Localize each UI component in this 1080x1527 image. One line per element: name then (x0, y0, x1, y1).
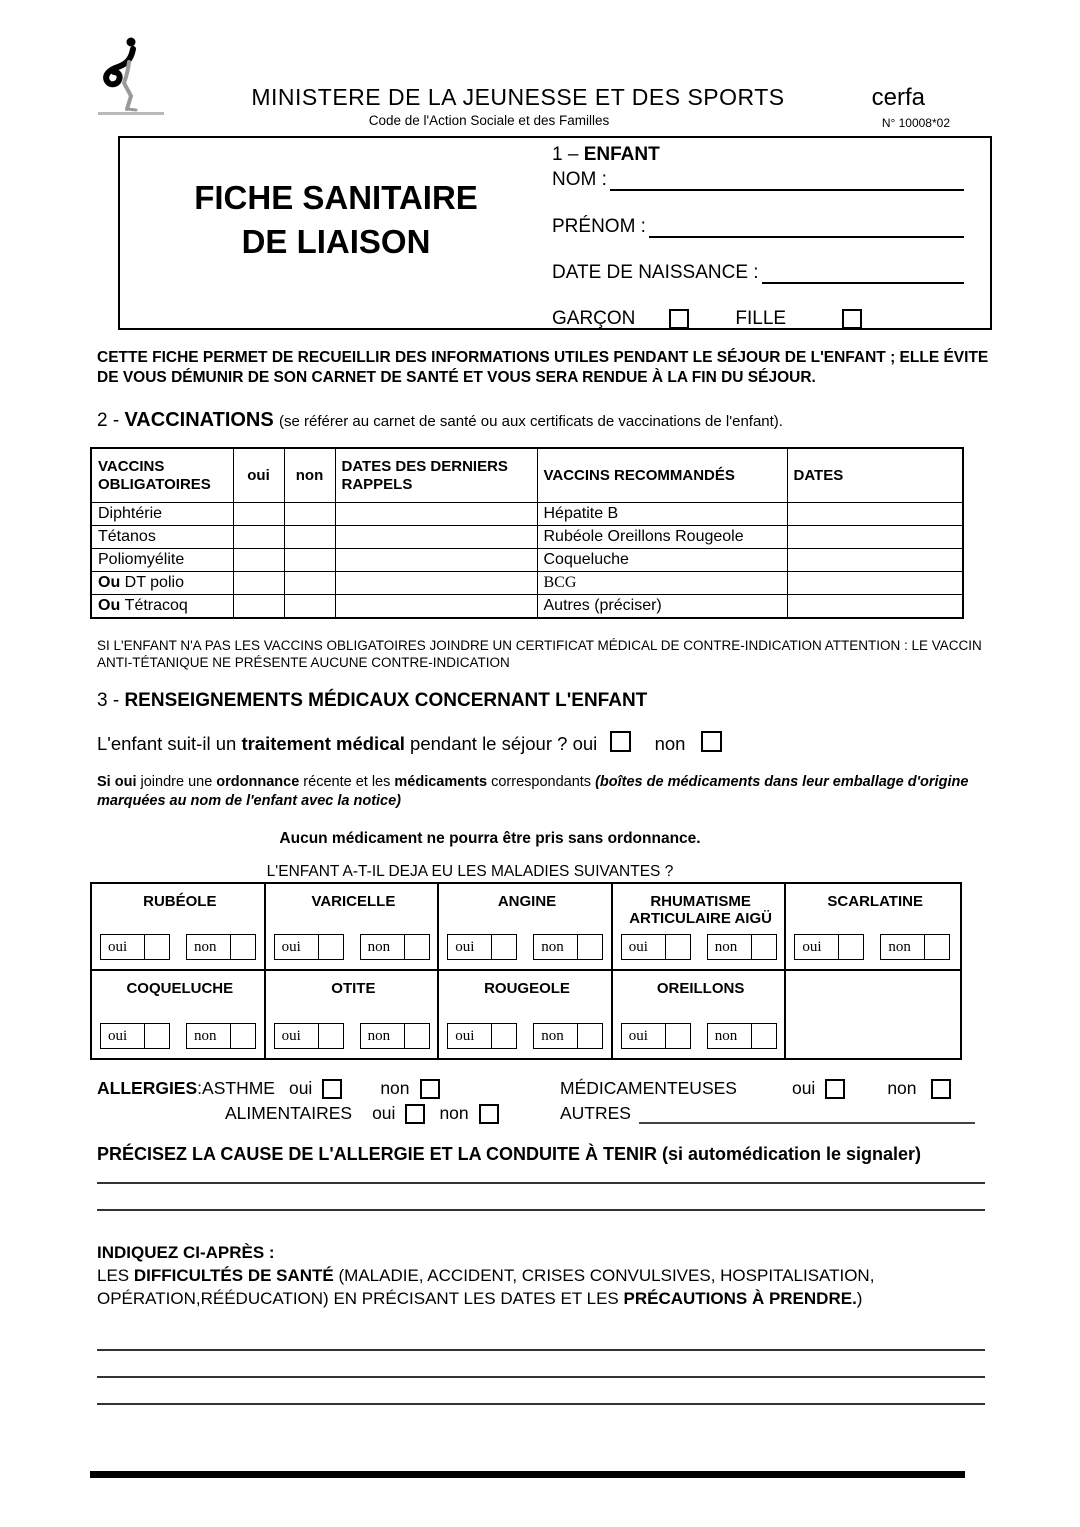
date-rappel-cell[interactable] (335, 503, 537, 526)
non-cell[interactable] (284, 503, 335, 526)
indiquez-paragraph: LES DIFFICULTÉS DE SANTÉ (MALADIE, ACCIDENT, CRISES CONVULSIVES, HOSPITALISATION, OPÉRATION,RÉÉDUCATION) EN PRÉCISANT LES DATES ET LES PRÉCAUTIONS À PRENDRE.) (97, 1266, 875, 1308)
vaccinations-note: (se référer au carnet de santé ou aux certificats de vaccinations de l'enfant). (279, 413, 783, 430)
prenom-field[interactable] (649, 216, 964, 238)
oui-checkbox[interactable] (839, 935, 863, 959)
disease-name: ANGINE (497, 893, 557, 910)
oui-checkbox[interactable] (666, 1024, 690, 1048)
asthme-label: ASTHME (202, 1078, 275, 1098)
col-dates-rappels: DATES DES DERNIERS RAPPELS (335, 448, 537, 503)
non-checkbox[interactable] (231, 1024, 255, 1048)
sexe-row (552, 308, 964, 330)
prenom-label: PRÉNOM : (552, 216, 646, 237)
oui-cell[interactable] (233, 549, 284, 572)
disease-cell-rubeole (92, 884, 266, 971)
section1-number: 1 – (552, 144, 584, 165)
date-rappel-cell[interactable] (335, 595, 537, 619)
vaccinations-heading (97, 409, 992, 432)
vacc-header-row (91, 448, 963, 503)
non-checkbox-pair[interactable] (360, 934, 430, 960)
disease-name: RUBÉOLE (143, 893, 217, 910)
oui-checkbox[interactable] (492, 935, 516, 959)
maladies-question: L'ENFANT A-T-IL DEJA EU LES MALADIES SUIVANTES ? (266, 863, 674, 880)
table-row (91, 595, 963, 619)
nom-row (552, 169, 964, 191)
oui-label: oui (275, 935, 319, 959)
allergies-row-2 (97, 1101, 992, 1126)
difficultes-line-1[interactable] (97, 1349, 985, 1351)
non-label: non (361, 935, 405, 959)
date-cell[interactable] (787, 595, 963, 619)
oui-cell[interactable] (233, 572, 284, 595)
allergies-label: ALLERGIES (97, 1078, 198, 1098)
oui-checkbox-pair[interactable] (100, 934, 170, 960)
vaccinations-title: VACCINATIONS (124, 409, 274, 431)
maladies-table (90, 882, 962, 1060)
code-subtitle: Code de l'Action Sociale et des Familles (368, 113, 610, 128)
oui-checkbox-pair[interactable] (621, 1023, 691, 1049)
non-checkbox[interactable] (925, 935, 949, 959)
non-checkbox-pair[interactable] (707, 1023, 777, 1049)
oui-label: oui (372, 1103, 396, 1123)
non-checkbox-pair[interactable] (186, 1023, 256, 1049)
oui-checkbox[interactable] (145, 1024, 169, 1048)
no-medication-notice: Aucun médicament ne pourra être pris sans ordonnance. (279, 830, 701, 847)
garcon-label: GARÇON (552, 308, 636, 329)
asthme-oui-checkbox[interactable] (322, 1079, 342, 1099)
medical-heading (97, 690, 992, 712)
traitement-question: L'enfant suit-il un traitement médical pendant le séjour ? oui non (97, 731, 992, 755)
ministry-title: MINISTERE DE LA JEUNESSE ET DES SPORTS (251, 84, 785, 110)
oui-checkbox[interactable] (492, 1024, 516, 1048)
vaccinations-number: 2 - (97, 410, 125, 431)
disease-cell-coqueluche (92, 971, 266, 1058)
medicamenteuses-oui-checkbox[interactable] (825, 1079, 845, 1099)
form-title-line1: FICHE SANITAIRE (194, 179, 478, 216)
oui-label: oui (448, 935, 492, 959)
date-naissance-field[interactable] (762, 262, 964, 284)
disease-cell-oreillons (613, 971, 787, 1058)
form-header (90, 0, 992, 129)
garcon-checkbox[interactable] (669, 309, 689, 329)
date-rappel-cell[interactable] (335, 526, 537, 549)
disease-cell-varicelle (266, 884, 440, 971)
difficultes-line-2[interactable] (97, 1376, 985, 1378)
notice-text: CETTE FICHE PERMET DE RECUEILLIR DES INFORMATIONS UTILES PENDANT LE SÉJOUR DE L'ENFANT ; ELLE ÉVITE DE VOUS DÉMUNIR DE SON CARNET DE SANTÉ ET VOUS SERA RENDUE À LA FIN DU SÉJOUR. (97, 349, 989, 386)
oui-cell[interactable] (233, 526, 284, 549)
non-cell[interactable] (284, 526, 335, 549)
date-cell[interactable] (787, 503, 963, 526)
non-checkbox-pair[interactable] (360, 1023, 430, 1049)
vaccin-bcg: BCG (537, 572, 787, 595)
allergie-line-1[interactable] (97, 1182, 985, 1184)
prenom-row (552, 216, 964, 238)
section1-heading (552, 144, 964, 166)
alimentaires-oui-checkbox[interactable] (405, 1104, 425, 1124)
oui-checkbox[interactable] (145, 935, 169, 959)
cerfa-label: cerfa (871, 84, 925, 111)
non-checkbox-pair[interactable] (707, 934, 777, 960)
oui-label: oui (622, 935, 666, 959)
vaccin-coqueluche: Coqueluche (537, 549, 787, 572)
non-label: non (534, 935, 578, 959)
cerfa-number: N° 10008*02 (881, 116, 950, 130)
table-row (91, 526, 963, 549)
medicamenteuses-non-checkbox[interactable] (931, 1079, 951, 1099)
form-title-line2: DE LIAISON (241, 223, 431, 260)
date-rappel-cell[interactable] (335, 549, 537, 572)
oui-label: oui (795, 935, 839, 959)
form-title (120, 138, 552, 328)
vaccin-tetanos: Tétanos (91, 526, 233, 549)
disease-name: VARICELLE (311, 893, 396, 910)
non-label: non (708, 1024, 752, 1048)
disease-name: OREILLONS (656, 980, 745, 997)
vaccin-dt-polio: Ou DT polio (91, 572, 233, 595)
date-rappel-cell[interactable] (335, 572, 537, 595)
date-cell[interactable] (787, 526, 963, 549)
col-non: non (284, 448, 335, 503)
oui-cell[interactable] (233, 503, 284, 526)
non-label: non (887, 1078, 917, 1098)
oui-checkbox[interactable] (319, 935, 343, 959)
col-oui: oui (233, 448, 284, 503)
traitement-non-checkbox[interactable] (701, 731, 722, 752)
fille-label: FILLE (735, 308, 787, 329)
disease-cell-rhumatisme (613, 884, 787, 971)
indiquez-section (97, 1241, 992, 1310)
vaccination-warning: SI L'ENFANT N'A PAS LES VACCINS OBLIGATOIRES JOINDRE UN CERTIFICAT MÉDICAL DE CONTRE-INDICATION ATTENTION : LE VACCIN ANTI-TÉTANIQUE NE PRÉSENTE AUCUNE CONTRE-INDICATION (97, 638, 982, 670)
non-checkbox-pair[interactable] (880, 934, 950, 960)
non-checkbox-pair[interactable] (186, 934, 256, 960)
non-cell[interactable] (284, 549, 335, 572)
enfant-section (552, 138, 990, 328)
non-checkbox[interactable] (231, 935, 255, 959)
oui-label: oui (448, 1024, 492, 1048)
non-label: non (361, 1024, 405, 1048)
vaccin-hepatite-b: Hépatite B (537, 503, 787, 526)
table-row (91, 572, 963, 595)
disease-name: ROUGEOLE (484, 980, 570, 997)
oui-checkbox[interactable] (319, 1024, 343, 1048)
non-label: non (881, 935, 925, 959)
alimentaires-label: ALIMENTAIRES (225, 1103, 353, 1123)
date-cell[interactable] (787, 572, 963, 595)
indiquez-heading: INDIQUEZ CI-APRÈS : (97, 1243, 275, 1262)
date-naissance-label: DATE DE NAISSANCE : (552, 262, 759, 283)
vaccin-tetracoq: Ou Tétracoq (91, 595, 233, 619)
oui-label: oui (572, 733, 598, 754)
date-naissance-row (552, 262, 964, 284)
non-checkbox[interactable] (752, 935, 776, 959)
vaccin-autres: Autres (préciser) (537, 595, 787, 619)
disease-name: OTITE (331, 980, 376, 997)
allergie-line-2[interactable] (97, 1209, 985, 1211)
disease-cell-angine (439, 884, 613, 971)
vaccin-ror: Rubéole Oreillons Rougeole (537, 526, 787, 549)
oui-checkbox-pair[interactable] (794, 934, 864, 960)
difficultes-line-3[interactable] (97, 1403, 985, 1405)
oui-label: oui (622, 1024, 666, 1048)
asthme-non-checkbox[interactable] (420, 1079, 440, 1099)
allergies-row-1: ALLERGIES : ASTHME oui non MÉDICAMENTEUSES oui non (97, 1076, 992, 1101)
disease-name: SCARLATINE (827, 893, 923, 910)
date-cell[interactable] (787, 549, 963, 572)
non-checkbox[interactable] (405, 935, 429, 959)
non-label: non (380, 1078, 410, 1098)
vaccin-poliomyelite: Poliomyélite (91, 549, 233, 572)
enfant-box (118, 136, 992, 330)
disease-cell-rougeole (439, 971, 613, 1058)
oui-checkbox-pair[interactable] (447, 934, 517, 960)
non-cell[interactable] (284, 595, 335, 619)
alimentaires-non-checkbox[interactable] (479, 1104, 499, 1124)
fille-checkbox[interactable] (842, 309, 862, 329)
non-label: non (534, 1024, 578, 1048)
disease-name: RHUMATISME ARTICULAIRE AIGÜ (629, 893, 772, 927)
disease-cell-empty (786, 971, 960, 1058)
disease-cell-scarlatine (786, 884, 960, 971)
col-dates: DATES (787, 448, 963, 503)
si-oui-paragraph: Si oui joindre une ordonnance récente et les médicaments correspondants (boîtes de médicaments dans leur emballage d'origine marquées au nom de l'enfant avec la notice) (97, 774, 969, 809)
oui-checkbox-pair[interactable] (447, 1023, 517, 1049)
oui-label: oui (275, 1024, 319, 1048)
vaccin-diphterie: Diphtérie (91, 503, 233, 526)
bottom-divider (90, 1471, 965, 1478)
oui-label: oui (791, 1078, 816, 1098)
autres-label: AUTRES (560, 1103, 631, 1123)
oui-checkbox-pair[interactable] (274, 934, 344, 960)
oui-label: oui (101, 935, 145, 959)
non-checkbox-pair[interactable] (533, 934, 603, 960)
col-vaccins-recommandes: VACCINS RECOMMANDÉS (537, 448, 787, 503)
oui-label: oui (288, 1078, 313, 1098)
medical-number: 3 - (97, 690, 125, 711)
non-checkbox[interactable] (405, 1024, 429, 1048)
nom-label: NOM : (552, 169, 607, 190)
table-row (91, 549, 963, 572)
non-checkbox-pair[interactable] (533, 1023, 603, 1049)
col-vaccins-obligatoires: VACCINS OBLIGATOIRES (91, 448, 233, 503)
non-label: non (187, 935, 231, 959)
oui-cell[interactable] (233, 595, 284, 619)
table-row (91, 503, 963, 526)
autres-field[interactable] (639, 1104, 975, 1124)
section1-label: ENFANT (583, 144, 660, 165)
traitement-oui-checkbox[interactable] (610, 731, 631, 752)
allergies-section (97, 1076, 992, 1126)
medical-title: RENSEIGNEMENTS MÉDICAUX CONCERNANT L'ENFANT (124, 690, 648, 711)
disease-cell-otite (266, 971, 440, 1058)
precisez-heading: PRÉCISEZ LA CAUSE DE L'ALLERGIE ET LA CONDUITE À TENIR (si automédication le signaler) (97, 1144, 922, 1164)
non-label: non (654, 733, 686, 754)
medicamenteuses-label: MÉDICAMENTEUSES (560, 1078, 737, 1098)
non-label: non (439, 1103, 469, 1123)
oui-label: oui (101, 1024, 145, 1048)
oui-checkbox-pair[interactable] (100, 1023, 170, 1049)
oui-checkbox-pair[interactable] (274, 1023, 344, 1049)
non-label: non (708, 935, 752, 959)
nom-field[interactable] (610, 169, 964, 191)
non-cell[interactable] (284, 572, 335, 595)
oui-checkbox-pair[interactable] (621, 934, 691, 960)
non-checkbox[interactable] (578, 935, 602, 959)
disease-name: COQUELUCHE (126, 980, 234, 997)
non-checkbox[interactable] (578, 1024, 602, 1048)
non-label: non (187, 1024, 231, 1048)
oui-checkbox[interactable] (666, 935, 690, 959)
vaccinations-table (90, 447, 964, 619)
non-checkbox[interactable] (752, 1024, 776, 1048)
